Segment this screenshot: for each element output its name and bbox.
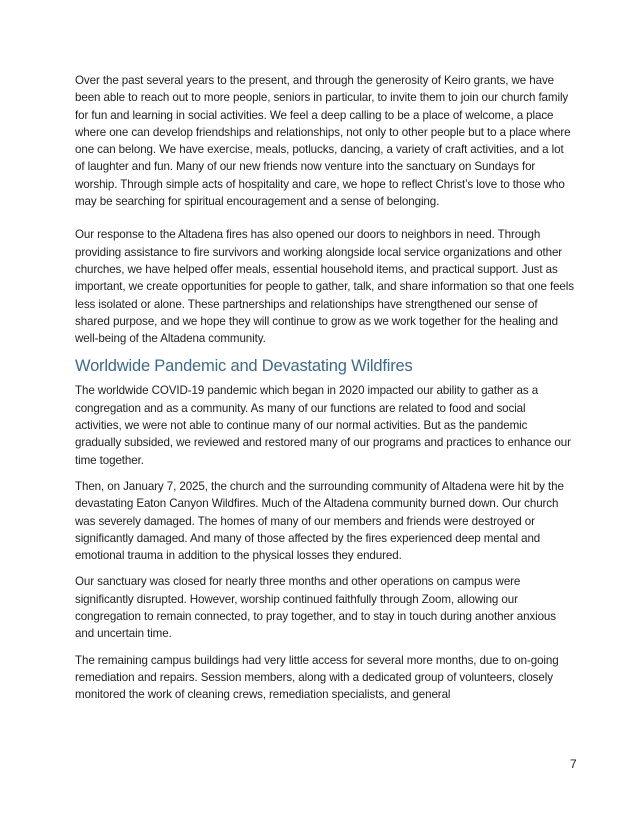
paragraph-sanctuary-closure: Our sanctuary was closed for nearly three months and other operations on campus were significantly disrupted. However, worship continued faithfully through Zoom, allowing our congregation to remain connected, to pray together, and to stay in touch during another anxious and uncertain time. [75, 575, 556, 641]
document-page [75, 72, 575, 713]
section-heading: Worldwide Pandemic and Devastating Wildfires [75, 357, 413, 376]
paragraph-remediation: The remaining campus buildings had very little access for several more months, due to on-going remediation and repairs. Session members, along with a dedicated group of volunteers, closely monitored the work of cleaning crews, remediation specialists, and general [75, 653, 559, 702]
paragraph-wildfires: Then, on January 7, 2025, the church and the surrounding community of Altadena were hit by the devastating Eaton Canyon Wildfires. Much of the Altadena community burned down. Our church was severely damaged. The homes of many of our members and friends were destroyed or significantly damaged. And many of those affected by the fires experienced deep mental and emotional trauma in addition to the physical losses they endured. [75, 479, 564, 563]
paragraph-fire-response: Our response to the Altadena fires has also opened our doors to neighbors in need. Through providing assistance to fire survivors and working alongside local service organizations and other churches, we have helped offer meals, essential household items, and practical support. Just as important, we create opportunities for people to gather, talk, and share information so that one feels less isolated or alone. These partnerships and relationships have strengthened our sense of shared purpose, and we hope they will continue to grow as we work together for the healing and well-being of the Altadena community. [75, 228, 574, 346]
paragraph-keiro-outreach: Over the past several years to the present, and through the generosity of Keiro grants, we have been able to reach out to more people, seniors in particular, to invite them to join our church family for fun and learning in social activities. We feel a deep calling to be a place of welcome, a place where one can develop friendships and relationships, not only to other people but to a place where one can belong. We have exercise, meals, potlucks, dancing, a variety of craft activities, and a lot of laughter and fun. Many of our new friends now venture into the sanctuary on Sundays for worship. Through simple acts of hospitality and care, we hope to reflect Christ’s love to those who may be searching for spiritual encouragement and a sense of belonging. [75, 74, 571, 209]
paragraph-pandemic: The worldwide COVID-19 pandemic which began in 2020 impacted our ability to gather as a congregation and as a community. As many of our functions are related to food and social activities, we were not able to continue many of our normal activities. But as the pandemic gradually subsided, we reviewed and restored many of our programs and practices to enhance our time together. [75, 384, 571, 467]
page-number: 7 [570, 757, 577, 771]
